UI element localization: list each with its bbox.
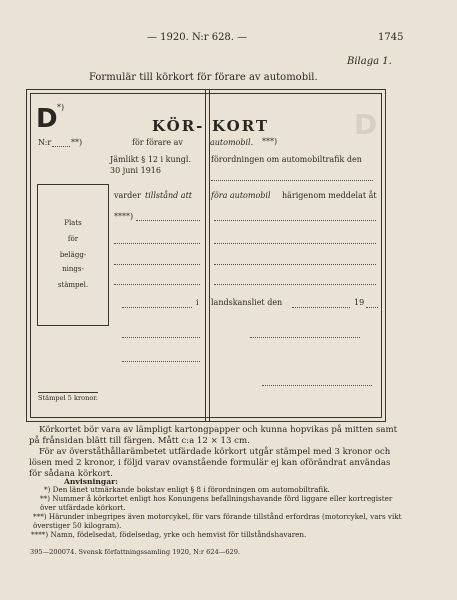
date-issue-line	[292, 307, 350, 308]
year-line	[366, 307, 378, 308]
name-line-left	[136, 220, 200, 221]
footnote-4: ****) Namn, födelsedat, födelsedag, yrke och hemvist för tillståndshavaren.	[31, 530, 307, 539]
i-word: i	[196, 298, 199, 307]
line-right-3	[214, 264, 376, 265]
place-line	[122, 307, 192, 308]
number-note: **)	[71, 138, 83, 147]
appendix-label: Bilaga 1.	[347, 56, 392, 67]
office-line: landskansliet den	[211, 298, 283, 307]
county-letter: D	[36, 104, 58, 134]
stamp-place-line: Plats	[64, 219, 82, 227]
line-right-4	[214, 284, 376, 285]
number-line	[52, 146, 70, 147]
line-right-1	[214, 220, 376, 221]
text-line1-left: Jämlikt § 12 i kungl.	[110, 155, 192, 164]
text-line3-right-b: härigenom meddelat åt	[282, 191, 377, 200]
year-prefix: 19	[354, 298, 365, 307]
number-label: N:r	[38, 138, 52, 147]
line-left-3	[114, 264, 200, 265]
text-line3-left-a: varder	[114, 191, 141, 200]
county-letter-note: *)	[57, 103, 65, 112]
signature-line-1	[250, 337, 360, 338]
stamp-placement-box	[37, 184, 109, 326]
instruction-paragraph-2: För av överståthållarämbetet utfärdade körkort utgår stämpel med 3 kronor och lösen med 2 kronor, i följd varav ovanstående formulär ej kan oförändrat användas för sådana körkort.	[29, 447, 391, 479]
subtitle-left: för förare av	[132, 138, 183, 147]
title-right: KORT	[212, 117, 270, 135]
stamp-place-line: nings-	[62, 265, 84, 273]
line-left-7	[122, 361, 200, 362]
text-line1-right: förordningen om automobiltrafik den	[211, 155, 362, 164]
line-left-2	[114, 243, 200, 244]
footnote-1: *) Den länet utmärkande bokstav enligt § 8 i förordningen om automobiltrafik.	[44, 485, 330, 494]
stamp-fee: Stämpel 5 kronor.	[38, 394, 98, 402]
stamp-place-line: belägg-	[59, 251, 87, 259]
page-number: 1745	[378, 32, 404, 43]
subtitle-right-note: ***)	[262, 137, 278, 146]
text-line3-left-b: tillstånd att	[145, 191, 192, 200]
form-title: Formulär till körkort för förare av automobil.	[89, 72, 318, 83]
footnote-3: ***) Härunder inbegripes även motorcykel, för vars förande tillstånd erfordras (motorcykel, vars vikt överstiger 50 kilogram).	[33, 512, 402, 530]
stamp-place-line: för	[67, 235, 79, 243]
running-header: — 1920. N:r 628. —	[147, 32, 248, 43]
text-line3-right-a: föra automobil	[211, 191, 271, 200]
title-left: KÖR-	[152, 117, 205, 135]
line-left-6	[122, 337, 200, 338]
text-line4-left: ****)	[114, 212, 134, 221]
notes-title: Anvisningar:	[64, 477, 118, 486]
signature-line-2	[262, 385, 372, 386]
line-left-4	[114, 284, 200, 285]
instruction-paragraph-1: Körkortet bör vara av lämpligt kartongpapper och kunna hopvikas på mitten samt på frånsidan blätt till färgen. Mått c:a 12 × 13 cm.	[29, 425, 398, 446]
stamp-place-line: stämpel.	[57, 281, 89, 289]
text-line2-left: 30 juni 1916	[110, 166, 161, 175]
imprint-footer: 395—200074. Svensk författningssamling 1920, N:r 624—629.	[30, 548, 241, 556]
date-line-right	[211, 180, 373, 181]
line-right-2	[214, 243, 376, 244]
subtitle-right: automobil.	[210, 138, 254, 147]
show-through-mark: D	[354, 108, 378, 141]
footnote-2: **) Nummer å körkortet enligt hos Konungens befallningshavande förd liggare eller kortregister över utfärdade körkort.	[40, 494, 393, 512]
